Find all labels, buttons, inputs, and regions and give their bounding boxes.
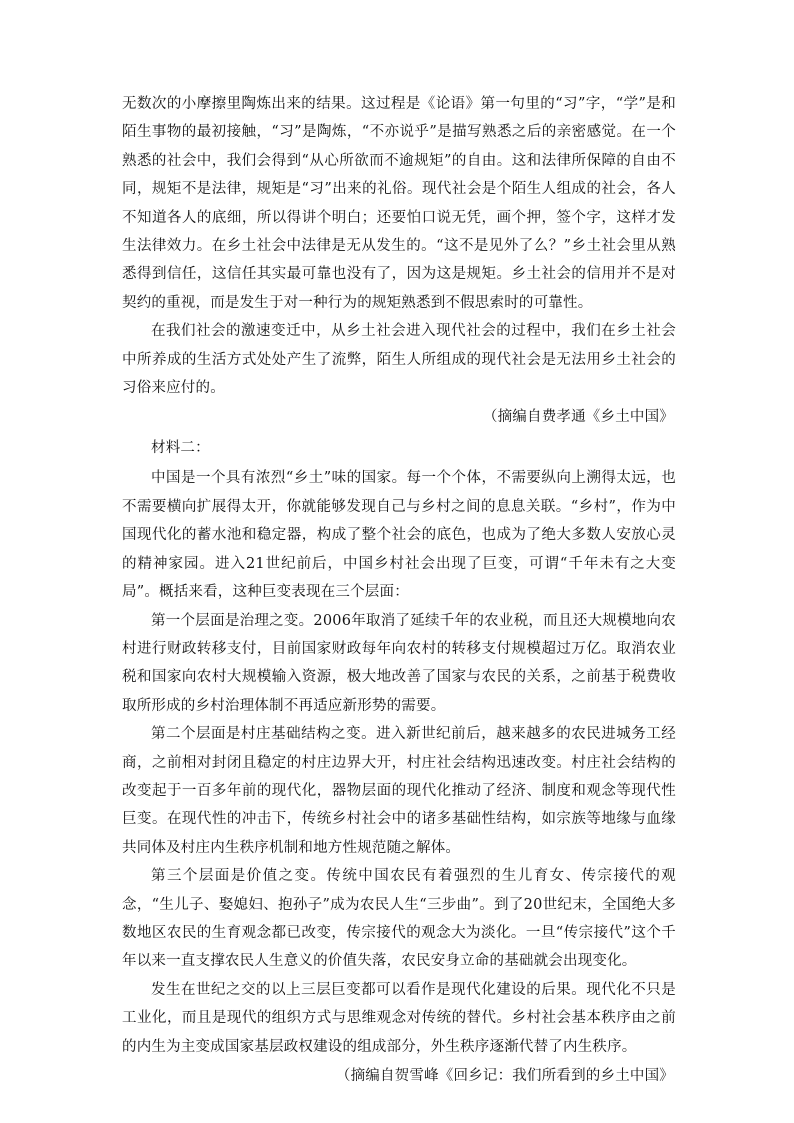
material2-source: （摘编自贺雪峰《回乡记：我们所看到的乡土中国》: [335, 1068, 674, 1084]
material2-paragraph-4: 第三个层面是价值之变。传统中国农民有着强烈的生儿育女、传宗接代的观念，“生儿子、娶媳妇、抱孙子”成为农民人生“三步曲”。到了20世纪末，全国绝大多数地区农民的生育观念都已改变，传宗接代的观念大为淡化。一旦“传宗接代”这个千年以来一直支撑农民人生意义的价值失落，农民安身立命的基础就会出现变化。: [122, 868, 676, 970]
material1-paragraph-2: 在我们社会的激速变迁中，从乡土社会进入现代社会的过程中，我们在乡土社会中所养成的生活方式处处产生了流弊，陌生人所组成的现代社会是无法用乡土社会的习俗来应付的。: [122, 323, 676, 397]
material2-paragraph-5: 发生在世纪之交的以上三层巨变都可以看作是现代化建设的后果。现代化不只是工业化，而且是现代的组织方式与思维观念对传统的替代。乡村社会基本秩序由之前的内生为主变成国家基层政权建设的组成部分，外生秩序逐渐代替了内生秩序。: [122, 981, 676, 1055]
material2-paragraph-2: 第一个层面是治理之变。2006年取消了延续千年的农业税，而且还大规模地向农村进行财政转移支付，目前国家财政每年向农村的转移支付规模超过万亿。取消农业税和国家向农村大规模输入资源，极大地改善了国家与农民的关系，之前基于税费收取所形成的乡村治理体制不再适应新形势的需要。: [122, 612, 676, 714]
material1-paragraph-continued: 无数次的小摩擦里陶炼出来的结果。这过程是《论语》第一句里的“习”字，“学”是和陌生事物的最初接触，“习”是陶炼，“不亦说乎”是描写熟悉之后的亲密感觉。在一个熟悉的社会中，我们会得到“从心所欲而不逾规矩”的自由。这和法律所保障的自由不同，规矩不是法律，规矩是“习”出来的礼俗。现代社会是个陌生人组成的社会，各人不知道各人的底细，所以得讲个明白；还要怕口说无凭，画个押，签个字，这样才发生法律效力。在乡土社会中法律是无从发生的。“这不是见外了么？”乡土社会里从熟悉得到信任，这信任其实最可靠也没有了，因为这是规矩。乡土社会的信用并不是对契约的重视，而是发生于对一种行为的规矩熟悉到不假思索时的可靠性。: [122, 96, 676, 311]
material2-paragraph-3: 第二个层面是村庄基础结构之变。进入新世纪前后，越来越多的农民进城务工经商，之前相对封闭且稳定的村庄边界大开，村庄社会结构迅速改变。村庄社会结构的改变起于一百多年前的现代化，器物层面的现代化推动了经济、制度和观念等现代性巨变。在现代性的冲击下，传统乡村社会中的诸多基础性结构，如宗族等地缘与血缘共同体及村庄内生秩序机制和地方性规范随之解体。: [122, 726, 676, 856]
material1-source: （摘编自费孝通《乡土中国》: [482, 409, 674, 426]
material2-heading: 材料二：: [151, 440, 210, 457]
material2-paragraph-1: 中国是一个具有浓烈“乡土”味的国家。每一个个体，不需要纵向上溯得太远，也不需要横向扩展得太开，你就能够发现自己与乡村之间的息息关联。“乡村”，作为中国现代化的蓄水池和稳定器，构成了整个社会的底色，也成为了绝大多数人安放心灵的精神家园。进入21世纪前后，中国乡村社会出现了巨变，可谓“千年未有之大变局”。概括来看，这种巨变表现在三个层面：: [122, 470, 676, 601]
